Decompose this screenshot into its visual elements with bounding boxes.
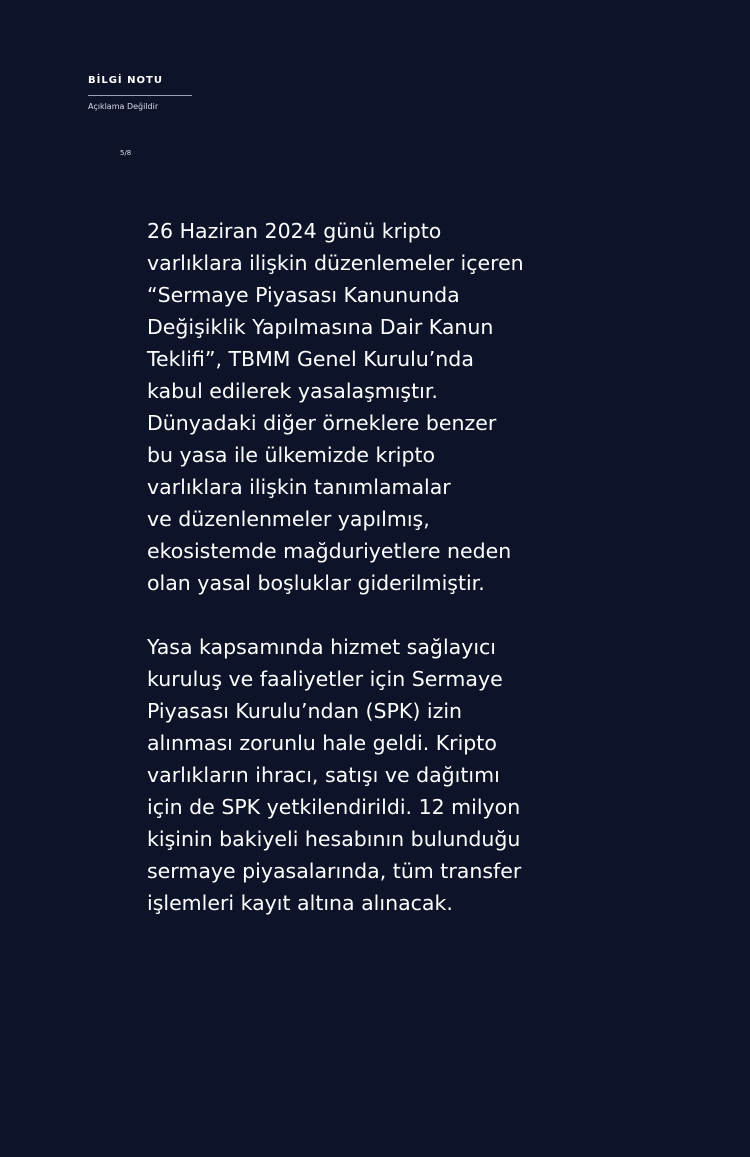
page-number: 5/8 xyxy=(120,149,132,157)
header-divider xyxy=(88,95,192,96)
body-content xyxy=(147,215,627,919)
paragraph-2: Yasa kapsamında hizmet sağlayıcı kuruluş ve faaliyetler için Sermaye Piyasası Kurulu’ndan (SPK) izin alınması zorunlu hale geldi. Kripto varlıkların ihracı, satışı ve dağıtımı için de SPK yetkilendirildi. 12 milyon kişinin bakiyeli hesabının bulunduğu sermaye piyasalarında, tüm transfer işlemleri kayıt altına alınacak. xyxy=(147,635,522,915)
paragraph-1: 26 Haziran 2024 günü kripto varlıklara ilişkin düzenlemeler içeren “Sermaye Piyasası Kanununda Değişiklik Yapılmasına Dair Kanun Teklifi”, TBMM Genel Kurulu’nda kabul edilerek yasalaşmıştır. Dünyadaki diğer örneklere benzer bu yasa ile ülkemizde kripto varlıklara ilişkin tanımlamalar ve düzenlenmeler yapılmış, ekosistemde mağduriyetlere neden olan yasal boşluklar giderilmiştir. xyxy=(147,219,524,595)
document-label: BİLGİ NOTU xyxy=(88,75,163,86)
document-header xyxy=(88,74,192,112)
disclaimer-note: Açıklama Değildir xyxy=(88,102,159,111)
